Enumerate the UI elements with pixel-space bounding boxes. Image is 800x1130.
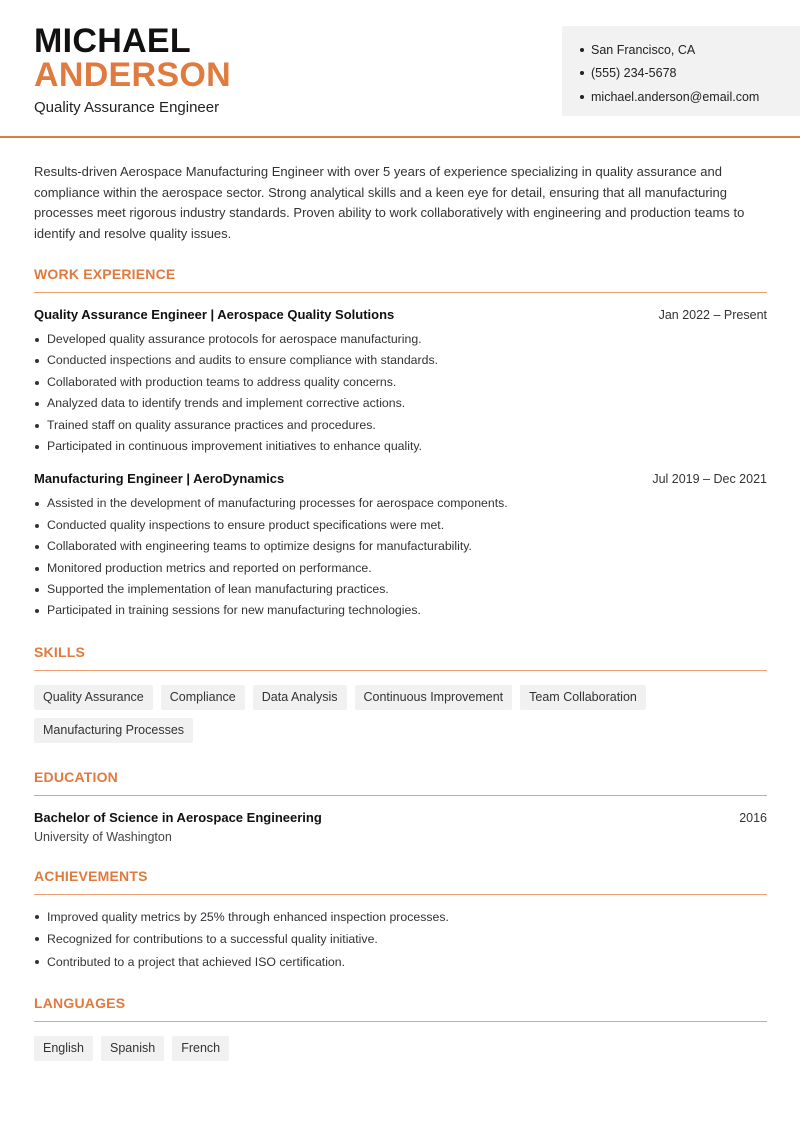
section-title-education: EDUCATION <box>34 769 767 796</box>
skills-tags <box>34 685 767 743</box>
skills-section <box>34 644 767 743</box>
education-degree: Bachelor of Science in Aerospace Engineering <box>34 809 322 825</box>
list-item: Recognized for contributions to a successful quality initiative. <box>34 928 767 951</box>
skill-tag: Team Collaboration <box>520 685 646 710</box>
summary-paragraph: Results-driven Aerospace Manufacturing Engineer with over 5 years of experience specializing in quality assurance and compliance within the aerospace sector. Strong analytical skills and a keen eye for detail, ensuring that all manufacturing processes meet rigorous industry standards. Proven ability to work collaboratively with engineering and production teams to identify and resolve quality issues. <box>34 164 745 241</box>
email-link[interactable]: michael.anderson@email.com <box>591 89 760 104</box>
achievements-list <box>34 906 767 974</box>
contact-email[interactable] <box>580 85 800 109</box>
language-tag: English <box>34 1036 93 1061</box>
skill-tag: Data Analysis <box>253 685 347 710</box>
last-name: ANDERSON <box>34 56 231 94</box>
skill-tag: Quality Assurance <box>34 685 153 710</box>
section-title-skills: SKILLS <box>34 644 767 671</box>
list-item: Monitored production metrics and reported on performance. <box>34 558 767 579</box>
job-entry <box>34 471 767 621</box>
phone-text: (555) 234-5678 <box>591 66 677 81</box>
language-tag: Spanish <box>101 1036 164 1061</box>
section-title-achievements: ACHIEVEMENTS <box>34 868 767 895</box>
list-item: Conducted inspections and audits to ensure compliance with standards. <box>34 350 767 371</box>
skill-tag: Continuous Improvement <box>355 685 513 710</box>
list-item: Assisted in the development of manufacturing processes for aerospace components. <box>34 493 767 514</box>
job-dates: Jan 2022 – Present <box>658 308 767 322</box>
resume-header <box>0 0 800 138</box>
list-item: Analyzed data to identify trends and implement corrective actions. <box>34 393 767 414</box>
job-role: Quality Assurance Engineer | Aerospace Quality Solutions <box>34 307 395 322</box>
language-tag: French <box>172 1036 229 1061</box>
location-text: San Francisco, CA <box>591 42 696 57</box>
languages-tags <box>34 1036 767 1061</box>
bullet-icon <box>580 71 584 75</box>
education-year: 2016 <box>739 810 767 825</box>
bullet-icon <box>580 48 584 52</box>
job-role: Manufacturing Engineer | AeroDynamics <box>34 471 285 487</box>
contact-phone <box>580 62 800 86</box>
skill-tag: Manufacturing Processes <box>34 718 193 743</box>
job-dates: Jul 2019 – Dec 2021 <box>652 472 767 487</box>
list-item: Conducted quality inspections to ensure product specifications were met. <box>34 515 767 536</box>
education-school: University of Washington <box>34 829 172 844</box>
education-section <box>34 769 767 844</box>
list-item: Supported the implementation of lean manufacturing practices. <box>34 579 767 600</box>
section-title-languages: LANGUAGES <box>34 995 767 1022</box>
list-item: Collaborated with engineering teams to optimize designs for manufacturability. <box>34 536 767 557</box>
list-item: Developed quality assurance protocols for aerospace manufacturing. <box>34 329 767 350</box>
list-item: Collaborated with production teams to address quality concerns. <box>34 372 767 393</box>
list-item: Improved quality metrics by 25% through enhanced inspection processes. <box>34 906 767 929</box>
achievements-section <box>34 868 767 974</box>
list-item: Participated in continuous improvement initiatives to enhance quality. <box>34 436 767 457</box>
bullet-icon <box>580 95 584 99</box>
list-item: Trained staff on quality assurance practices and procedures. <box>34 415 767 436</box>
job-title: Quality Assurance Engineer <box>34 99 220 116</box>
languages-section <box>34 995 767 1061</box>
job-bullets <box>34 493 767 621</box>
work-experience-section <box>34 266 767 622</box>
contact-box <box>562 26 800 116</box>
job-header <box>34 307 767 322</box>
first-name: MICHAEL <box>34 22 191 60</box>
section-title-work: WORK EXPERIENCE <box>34 266 767 293</box>
list-item: Participated in training sessions for new manufacturing technologies. <box>34 600 767 621</box>
job-entry <box>34 307 767 457</box>
job-header <box>34 471 767 486</box>
contact-location <box>580 38 800 62</box>
list-item: Contributed to a project that achieved ISO certification. <box>34 951 767 974</box>
skill-tag: Compliance <box>161 685 245 710</box>
education-entry <box>34 810 767 825</box>
job-bullets <box>34 329 767 457</box>
resume-body <box>34 162 767 1061</box>
